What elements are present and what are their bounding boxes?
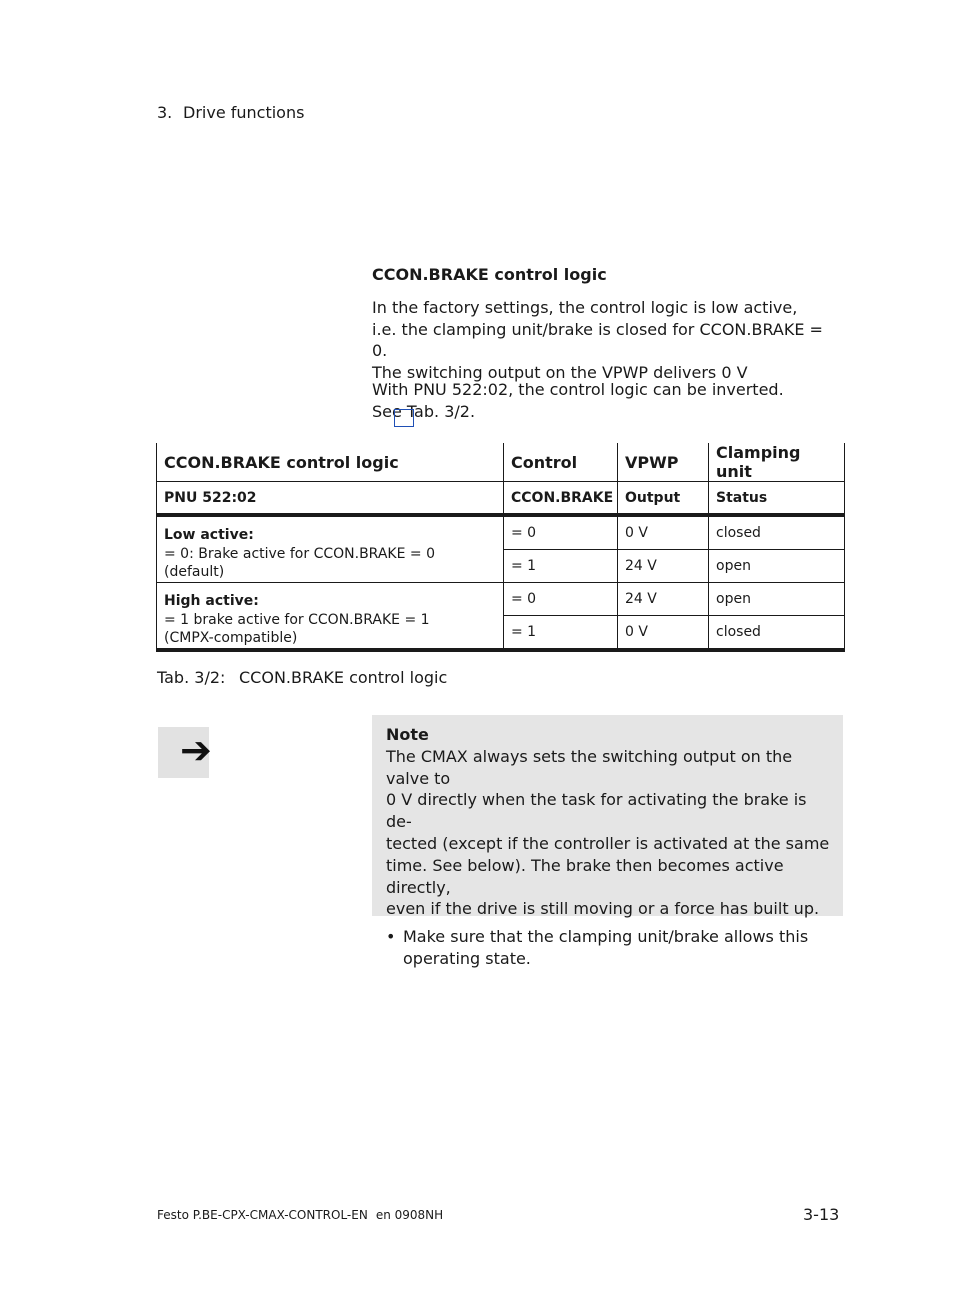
cell-control: = 1 <box>504 550 618 583</box>
low-active-label: Low active: <box>164 527 254 543</box>
subheader-ccon: CCON.BRAKE <box>504 482 618 516</box>
bullet-line: operating state. <box>403 948 531 968</box>
low-active-description <box>157 515 504 583</box>
cell-status: open <box>709 583 845 616</box>
caption-label: Tab. 3/2: <box>157 668 226 687</box>
intro-line: i.e. the clamping unit/brake is closed for CCON.BRAKE = 0. <box>372 319 823 360</box>
chapter-header <box>157 103 304 122</box>
arrow-right-icon: ➔ <box>158 727 209 778</box>
table-subheader-row <box>157 482 845 516</box>
subheader-status: Status <box>709 482 845 516</box>
chapter-number: 3. <box>157 103 173 122</box>
column-header-clamping: Clamping unit <box>709 443 845 482</box>
bullet-line: Make sure that the clamping unit/brake allows this <box>403 927 809 947</box>
table-reference-link[interactable]: See Tab. 3/2. <box>372 401 476 421</box>
cell-output: 0 V <box>618 616 709 651</box>
table-caption <box>157 668 447 687</box>
bullet-icon: • <box>386 927 396 947</box>
note-box <box>372 715 843 968</box>
inversion-paragraph <box>372 379 842 422</box>
high-active-text: (CMPX-compatible) <box>164 630 298 646</box>
caption-text: CCON.BRAKE control logic <box>239 668 448 687</box>
high-active-label: High active: <box>164 593 259 609</box>
column-header-vpwp: VPWP <box>618 443 709 482</box>
note-line: tected (except if the controller is activated at the same <box>386 833 830 853</box>
inversion-line: With PNU 522:02, the control logic can be inverted. <box>372 380 784 399</box>
cell-status: open <box>709 550 845 583</box>
section-title: CCON.BRAKE control logic <box>372 265 607 284</box>
note-line: even if the drive is still moving or a force has built up. <box>386 899 820 919</box>
page-number: 3-13 <box>803 1205 840 1224</box>
note-title: Note <box>386 725 429 744</box>
cell-output: 24 V <box>618 550 709 583</box>
chapter-title: Drive functions <box>183 103 305 122</box>
high-active-text: = 1 brake active for CCON.BRAKE = 1 <box>164 611 430 628</box>
subheader-pnu: PNU 522:02 <box>157 482 504 516</box>
cell-control: = 0 <box>504 583 618 616</box>
footer-document-id <box>157 1208 443 1222</box>
column-header-control: Control <box>504 443 618 482</box>
intro-line: The switching output on the VPWP delivers 0 V <box>372 362 748 382</box>
footer-doc: Festo P.BE-CPX-CMAX-CONTROL-EN <box>157 1208 368 1222</box>
cell-output: 24 V <box>618 583 709 616</box>
cell-output: 0 V <box>618 515 709 550</box>
cell-control: = 0 <box>504 515 618 550</box>
table-header-row <box>157 443 845 482</box>
column-header-logic: CCON.BRAKE control logic <box>157 443 504 482</box>
link-highlight-box[interactable] <box>394 409 414 427</box>
note-line: time. See below). The brake then becomes active directly, <box>386 855 784 897</box>
cell-status: closed <box>709 515 845 550</box>
note-line: 0 V directly when the task for activating the brake is de- <box>386 790 807 832</box>
intro-paragraph <box>372 297 842 383</box>
note-bullet <box>386 926 833 970</box>
footer-revision: en 0908NH <box>375 1208 444 1222</box>
control-logic-table <box>156 443 845 652</box>
intro-line: In the factory settings, the control logic is low active, <box>372 298 798 317</box>
note-line: The CMAX always sets the switching output on the valve to <box>386 746 793 788</box>
cell-status: closed <box>709 616 845 651</box>
low-active-text: = 0: Brake active for CCON.BRAKE = 0 (default) <box>164 545 435 580</box>
table-row <box>157 515 845 550</box>
table-row <box>157 583 845 616</box>
cell-control: = 1 <box>504 616 618 651</box>
subheader-output: Output <box>618 482 709 516</box>
high-active-description <box>157 583 504 651</box>
